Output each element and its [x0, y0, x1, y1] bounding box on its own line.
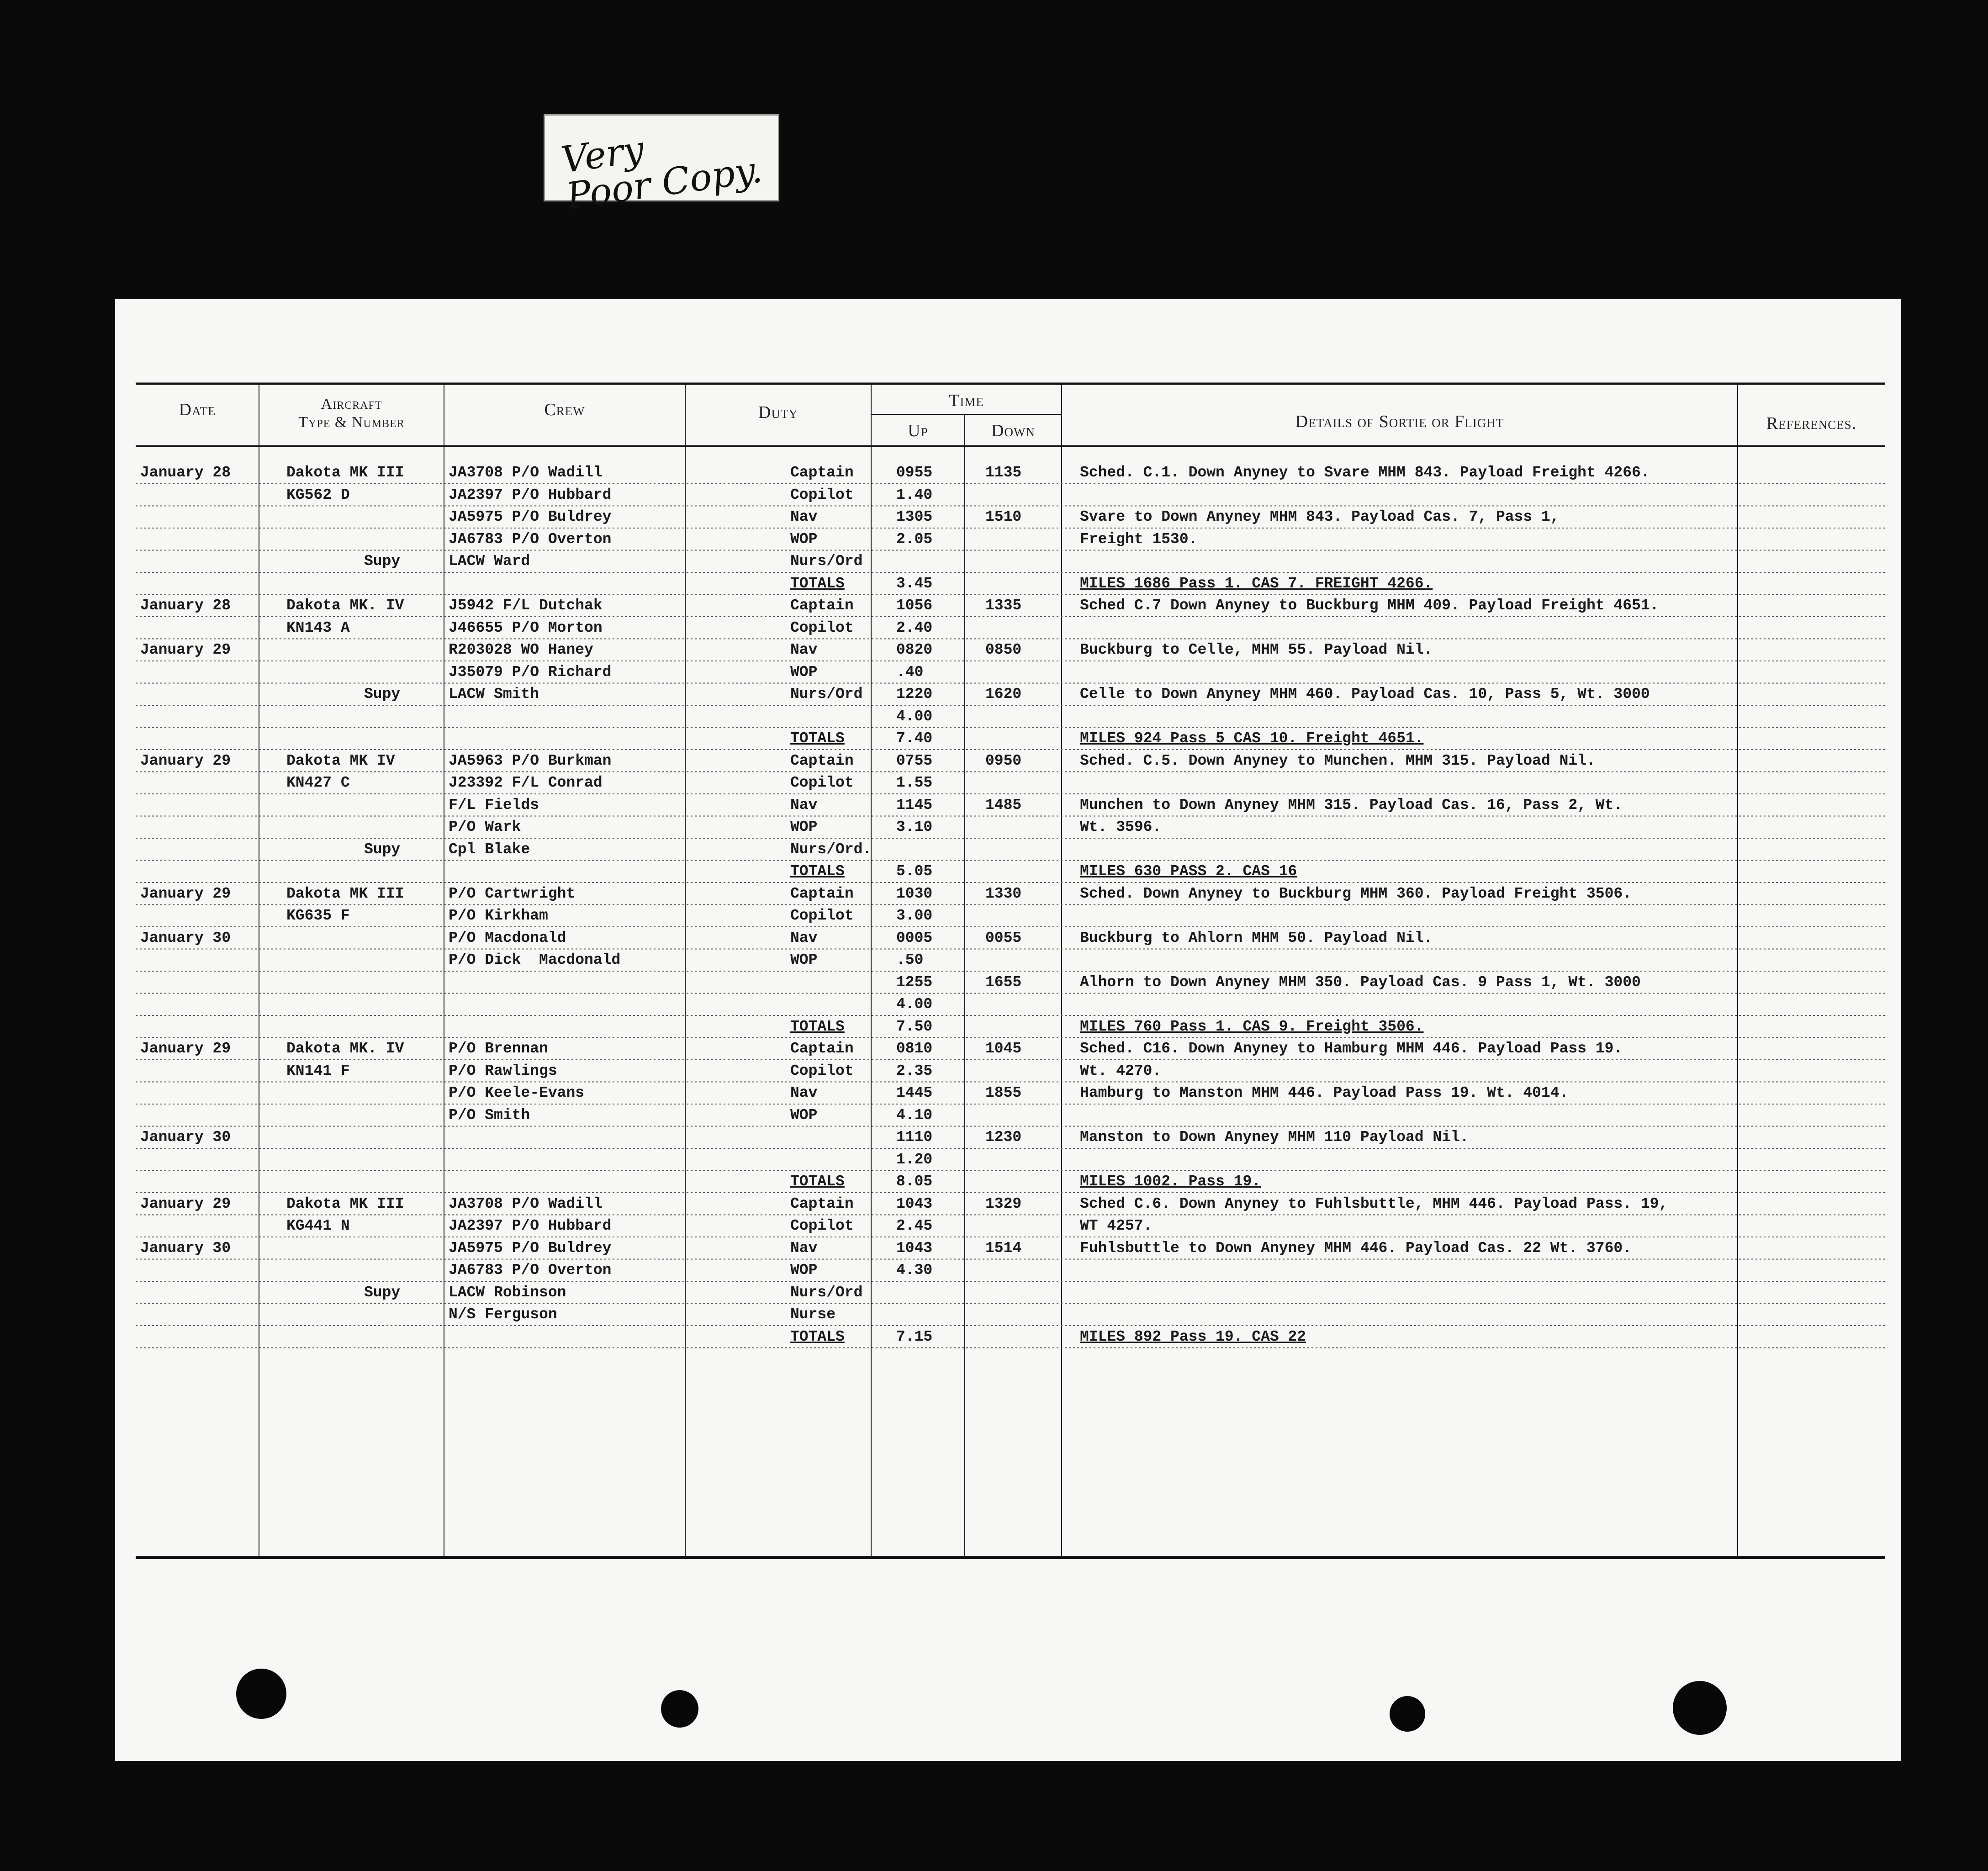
cell-duty: Copilot: [790, 619, 854, 636]
cell-details: MILES 1686 Pass 1. CAS 7. FREIGHT 4266.: [1080, 575, 1433, 592]
header-date: Date: [179, 400, 216, 419]
cell-down: 1230: [985, 1129, 1022, 1146]
cell-duty: Captain: [790, 752, 854, 769]
binder-hole: [236, 1669, 286, 1719]
cell-up: 2.05: [896, 530, 933, 548]
cell-duty: WOP: [790, 663, 818, 681]
cell-up: 0005: [896, 929, 933, 946]
cell-up: 1445: [896, 1084, 933, 1101]
cell-details: MILES 924 Pass 5 CAS 10. Freight 4651.: [1080, 730, 1424, 747]
cell-crew: LACW Robinson: [449, 1284, 566, 1301]
cell-duty: TOTALS: [790, 575, 845, 592]
cell-aircraft: KG635 F: [286, 907, 350, 924]
cell-aircraft: Dakota MK IV: [286, 752, 395, 769]
cell-details: MILES 892 Pass 19. CAS 22: [1080, 1328, 1306, 1345]
cell-crew: P/O Rawlings: [449, 1062, 557, 1079]
handwritten-note-text: Very Poor Copy.: [558, 127, 765, 218]
cell-up: .50: [896, 951, 924, 968]
cell-crew: P/O Kirkham: [449, 907, 548, 924]
cell-details: Sched C.7 Down Anyney to Buckburg MHM 409. Payload Freight 4651.: [1080, 597, 1659, 614]
cell-duty: Captain: [790, 1040, 854, 1057]
cell-crew: J35079 P/O Richard: [449, 663, 612, 681]
cell-aircraft: KN141 F: [286, 1062, 350, 1079]
cell-duty: Nav: [790, 1239, 818, 1257]
cell-details: Fuhlsbuttle to Down Anyney MHM 446. Payload Cas. 22 Wt. 3760.: [1080, 1239, 1632, 1257]
cell-aircraft: Dakota MK III: [286, 464, 404, 481]
cell-aircraft: Supy: [364, 1284, 401, 1301]
cell-up: 7.15: [896, 1328, 933, 1345]
cell-up: 1110: [896, 1129, 933, 1146]
cell-up: 3.45: [896, 575, 933, 592]
header-down: Down: [991, 421, 1035, 440]
cell-aircraft: Dakota MK. IV: [286, 1040, 404, 1057]
cell-crew: Cpl Blake: [449, 840, 530, 858]
cell-up: 1.20: [896, 1151, 933, 1168]
cell-duty: Copilot: [790, 486, 854, 503]
cell-date: January 30: [140, 1129, 231, 1146]
cell-crew: JA2397 P/O Hubbard: [449, 1217, 612, 1234]
cell-date: January 29: [140, 1195, 231, 1212]
cell-crew: P/O Macdonald: [449, 929, 566, 946]
cell-details: Svare to Down Anyney MHM 843. Payload Cas. 7, Pass 1,: [1080, 508, 1560, 525]
cell-up: 1043: [896, 1195, 933, 1212]
cell-details: WT 4257.: [1080, 1217, 1153, 1234]
cell-duty: WOP: [790, 951, 818, 968]
cell-aircraft: Supy: [364, 553, 401, 570]
cell-crew: JA6783 P/O Overton: [449, 1262, 612, 1279]
cell-details: Manston to Down Anyney MHM 110 Payload Nil.: [1080, 1129, 1469, 1146]
cell-duty: WOP: [790, 1262, 818, 1279]
cell-details: Sched. C16. Down Anyney to Hamburg MHM 446. Payload Pass 19.: [1080, 1040, 1623, 1057]
cell-aircraft: KN427 C: [286, 774, 350, 791]
cell-date: January 29: [140, 1040, 231, 1057]
cell-date: January 29: [140, 885, 231, 902]
cell-date: January 28: [140, 597, 231, 614]
cell-duty: Nav: [790, 1084, 818, 1101]
cell-details: MILES 1002. Pass 19.: [1080, 1173, 1261, 1190]
cell-crew: P/O Cartwright: [449, 885, 576, 902]
cell-crew: J5942 F/L Dutchak: [449, 597, 603, 614]
cell-up: 1.55: [896, 774, 933, 791]
cell-date: January 30: [140, 929, 231, 946]
header-references: References.: [1766, 414, 1857, 433]
cell-details: Sched. C.5. Down Anyney to Munchen. MHM 315. Payload Nil.: [1080, 752, 1596, 769]
cell-details: Wt. 3596.: [1080, 819, 1162, 835]
cell-up: 4.00: [896, 996, 933, 1013]
cell-crew: LACW Ward: [449, 553, 530, 570]
cell-up: 3.10: [896, 819, 933, 835]
cell-crew: JA2397 P/O Hubbard: [449, 486, 612, 503]
cell-details: Hamburg to Manston MHM 446. Payload Pass 19. Wt. 4014.: [1080, 1084, 1569, 1101]
cell-aircraft: Dakota MK. IV: [286, 597, 404, 614]
cell-duty: Nurs/Ord: [790, 686, 863, 703]
cell-duty: TOTALS: [790, 730, 845, 747]
cell-crew: P/O Dick Macdonald: [449, 951, 621, 968]
cell-up: 4.10: [896, 1106, 933, 1124]
cell-up: 4.00: [896, 708, 933, 725]
cell-down: 0055: [985, 929, 1022, 946]
cell-crew: JA5975 P/O Buldrey: [449, 508, 612, 525]
cell-duty: Copilot: [790, 1217, 854, 1234]
header-up: Up: [908, 421, 928, 440]
cell-duty: WOP: [790, 530, 818, 548]
cell-duty: Copilot: [790, 774, 854, 791]
cell-aircraft: KG562 D: [286, 486, 350, 503]
cell-up: 4.30: [896, 1262, 933, 1279]
cell-duty: Copilot: [790, 1062, 854, 1079]
cell-down: 1330: [985, 885, 1022, 902]
cell-details: Celle to Down Anyney MHM 460. Payload Cas. 10, Pass 5, Wt. 3000: [1080, 686, 1650, 703]
cell-duty: TOTALS: [790, 1018, 845, 1035]
cell-down: 1329: [985, 1195, 1022, 1212]
cell-down: 1855: [985, 1084, 1022, 1101]
cell-up: 7.50: [896, 1018, 933, 1035]
cell-up: 2.40: [896, 619, 933, 636]
cell-date: January 28: [140, 464, 231, 481]
cell-crew: JA6783 P/O Overton: [449, 530, 612, 548]
cell-duty: TOTALS: [790, 1173, 845, 1190]
cell-up: 1030: [896, 885, 933, 902]
cell-down: 1514: [985, 1239, 1022, 1257]
cell-crew: JA5975 P/O Buldrey: [449, 1239, 612, 1257]
cell-crew: JA3708 P/O Wadill: [449, 464, 603, 481]
cell-up: 8.05: [896, 1173, 933, 1190]
cell-down: 1135: [985, 464, 1022, 481]
cell-details: Sched. Down Anyney to Buckburg MHM 360. Payload Freight 3506.: [1080, 885, 1632, 902]
cell-up: 7.40: [896, 730, 933, 747]
binder-hole: [661, 1690, 698, 1728]
cell-duty: Nav: [790, 641, 818, 658]
cell-aircraft: KN143 A: [286, 619, 350, 636]
cell-date: January 29: [140, 752, 231, 769]
header-aircraft: Aircraft Type & Number: [298, 396, 405, 431]
cell-crew: F/L Fields: [449, 796, 539, 814]
cell-up: 1145: [896, 796, 933, 814]
cell-duty: TOTALS: [790, 1328, 845, 1345]
cell-duty: WOP: [790, 819, 818, 835]
header-details: Details of Sortie or Flight: [1295, 412, 1504, 431]
cell-aircraft: Dakota MK III: [286, 1195, 404, 1212]
cell-crew: J46655 P/O Morton: [449, 619, 603, 636]
cell-aircraft: Dakota MK III: [286, 885, 404, 902]
cell-crew: JA3708 P/O Wadill: [449, 1195, 603, 1212]
cell-up: 0755: [896, 752, 933, 769]
cell-date: January 29: [140, 641, 231, 658]
cell-up: 1.40: [896, 486, 933, 503]
cell-details: Buckburg to Ahlorn MHM 50. Payload Nil.: [1080, 929, 1433, 946]
cell-crew: P/O Keele-Evans: [449, 1084, 585, 1101]
cell-duty: Nurs/Ord.: [790, 840, 872, 858]
cell-up: 0820: [896, 641, 933, 658]
cell-up: .40: [896, 663, 924, 681]
cell-aircraft: Supy: [364, 686, 401, 703]
cell-duty: Captain: [790, 885, 854, 902]
cell-down: 1485: [985, 796, 1022, 814]
cell-down: 1045: [985, 1040, 1022, 1057]
cell-details: Buckburg to Celle, MHM 55. Payload Nil.: [1080, 641, 1433, 658]
cell-duty: TOTALS: [790, 863, 845, 880]
cell-details: Freight 1530.: [1080, 530, 1198, 548]
cell-crew: P/O Wark: [449, 819, 521, 835]
cell-details: Wt. 4270.: [1080, 1062, 1162, 1079]
header-duty: Duty: [758, 403, 798, 422]
cell-crew: LACW Smith: [449, 686, 539, 703]
cell-aircraft: Supy: [364, 840, 401, 858]
cell-up: 2.35: [896, 1062, 933, 1079]
cell-duty: Nurse: [790, 1306, 836, 1323]
binder-hole: [1390, 1696, 1425, 1732]
cell-up: 2.45: [896, 1217, 933, 1234]
cell-duty: Nurs/Ord: [790, 553, 863, 570]
cell-details: MILES 760 Pass 1. CAS 9. Freight 3506.: [1080, 1018, 1424, 1035]
cell-up: 0955: [896, 464, 933, 481]
cell-up: 0810: [896, 1040, 933, 1057]
cell-duty: Copilot: [790, 907, 854, 924]
cell-down: 1620: [985, 686, 1022, 703]
cell-up: 1043: [896, 1239, 933, 1257]
cell-up: 5.05: [896, 863, 933, 880]
cell-down: 1655: [985, 973, 1022, 991]
cell-details: Sched. C.1. Down Anyney to Svare MHM 843. Payload Freight 4266.: [1080, 464, 1650, 481]
cell-crew: R203028 WO Haney: [449, 641, 593, 658]
cell-duty: Nurs/Ord: [790, 1284, 863, 1301]
cell-up: 1305: [896, 508, 933, 525]
cell-duty: Nav: [790, 508, 818, 525]
cell-duty: WOP: [790, 1106, 818, 1124]
cell-duty: Captain: [790, 1195, 854, 1212]
cell-crew: N/S Ferguson: [449, 1306, 557, 1323]
cell-duty: Captain: [790, 597, 854, 614]
cell-down: 0850: [985, 641, 1022, 658]
cell-duty: Captain: [790, 464, 854, 481]
cell-duty: Nav: [790, 796, 818, 814]
cell-crew: P/O Brennan: [449, 1040, 548, 1057]
cell-down: 1510: [985, 508, 1022, 525]
binder-hole: [1673, 1681, 1727, 1735]
cell-details: Alhorn to Down Anyney MHM 350. Payload Cas. 9 Pass 1, Wt. 3000: [1080, 973, 1641, 991]
cell-details: Munchen to Down Anyney MHM 315. Payload Cas. 16, Pass 2, Wt.: [1080, 796, 1623, 814]
header-crew: Crew: [544, 400, 585, 419]
cell-crew: J23392 F/L Conrad: [449, 774, 603, 791]
cell-crew: JA5963 P/O Burkman: [449, 752, 612, 769]
cell-crew: P/O Smith: [449, 1106, 530, 1124]
cell-up: 1220: [896, 686, 933, 703]
header-time: Time: [949, 391, 984, 410]
handwritten-note-label: [544, 114, 779, 218]
cell-aircraft: KG441 N: [286, 1217, 350, 1234]
log-sheet: [115, 299, 1901, 1761]
cell-details: Sched C.6. Down Anyney to Fuhlsbuttle, MHM 446. Payload Pass. 19,: [1080, 1195, 1668, 1212]
cell-up: 1255: [896, 973, 933, 991]
cell-date: January 30: [140, 1239, 231, 1257]
cell-details: MILES 630 PASS 2. CAS 16: [1080, 863, 1297, 880]
cell-up: 3.00: [896, 907, 933, 924]
cell-duty: Nav: [790, 929, 818, 946]
cell-down: 1335: [985, 597, 1022, 614]
cell-down: 0950: [985, 752, 1022, 769]
cell-up: 1056: [896, 597, 933, 614]
